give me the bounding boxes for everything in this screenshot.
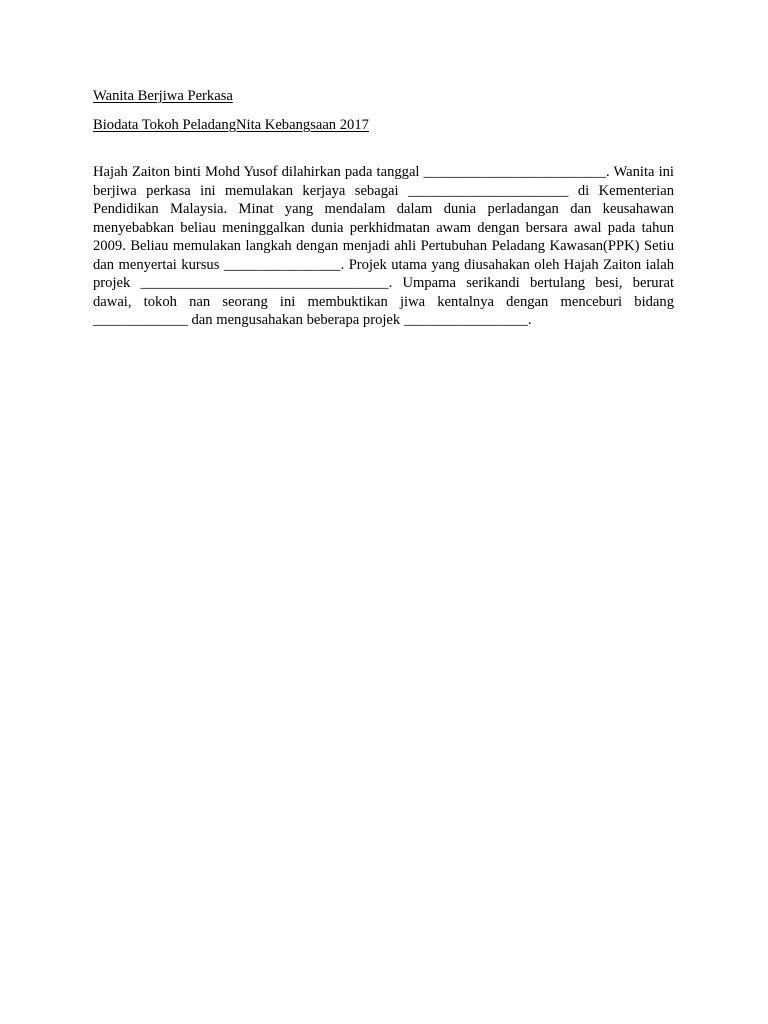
document-title: Wanita Berjiwa Perkasa [93, 88, 233, 104]
document-page [93, 86, 674, 330]
biography-paragraph: Hajah Zaiton binti Mohd Yusof dilahirkan pada tanggal _________________________. Wanita ini berjiwa perkasa ini memulakan kerjaya sebagai ______________________ di Kementerian Pendidikan Malaysia. Minat yang mendalam dalam dunia perladangan dan keusahawan menyebabkan beliau meninggalkan dunia perkhidmatan awam dengan bersara awal pada tahun 2009. Beliau memulakan langkah dengan menjadi ahli Pertubuhan Peladang Kawasan(PPK) Setiu dan menyertai kursus ________________. Projek utama yang diusahakan oleh Hajah Zaiton ialah projek __________________________________. Umpama serikandi bertulang besi, berurat dawai, tokoh nan seorang ini membuktikan jiwa kentalnya dengan menceburi bidang _____________ dan mengusahakan beberapa projek _________________. [93, 164, 674, 328]
document-subtitle: Biodata Tokoh PeladangNita Kebangsaan 2017 [93, 117, 369, 133]
